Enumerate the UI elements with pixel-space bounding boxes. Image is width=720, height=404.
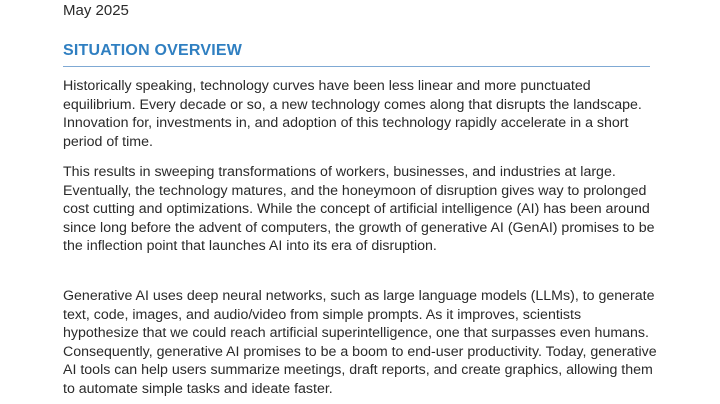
paragraph-3: Generative AI uses deep neural networks, such as large language models (LLMs), to generate text, code, images, and audio/video from simple prompts. As it improves, scientists hypothesize that we could reach artificial superintelligence, one that surpasses even humans. Consequently, generative AI promises to be a boom to end-user productivity. Today, generative AI tools can help users summarize meetings, draft reports, and create graphics, allowing them to automate simple tasks and ideate faster. <box>63 288 657 397</box>
paragraph-2: This results in sweeping transformations of workers, businesses, and industries at large. Eventually, the technology matures, and the honeymoon of disruption gives way to prolonged cost cutting and optimizations. While the concept of artificial intelligence (AI) has been around since long before the advent of computers, the growth of generative AI (GenAI) promises to be the inflection point that launches AI into its era of disruption. <box>63 164 655 255</box>
paragraph-1: Historically speaking, technology curves have been less linear and more punctuated equilibrium. Every decade or so, a new technology comes along that disrupts the landscape. Innovation for, investments in, and adoption of this technology rapidly accelerate in a short period of time. <box>63 78 642 150</box>
heading-divider <box>63 66 650 67</box>
document-date: May 2025 <box>63 2 129 19</box>
section-heading: SITUATION OVERVIEW <box>63 42 243 59</box>
